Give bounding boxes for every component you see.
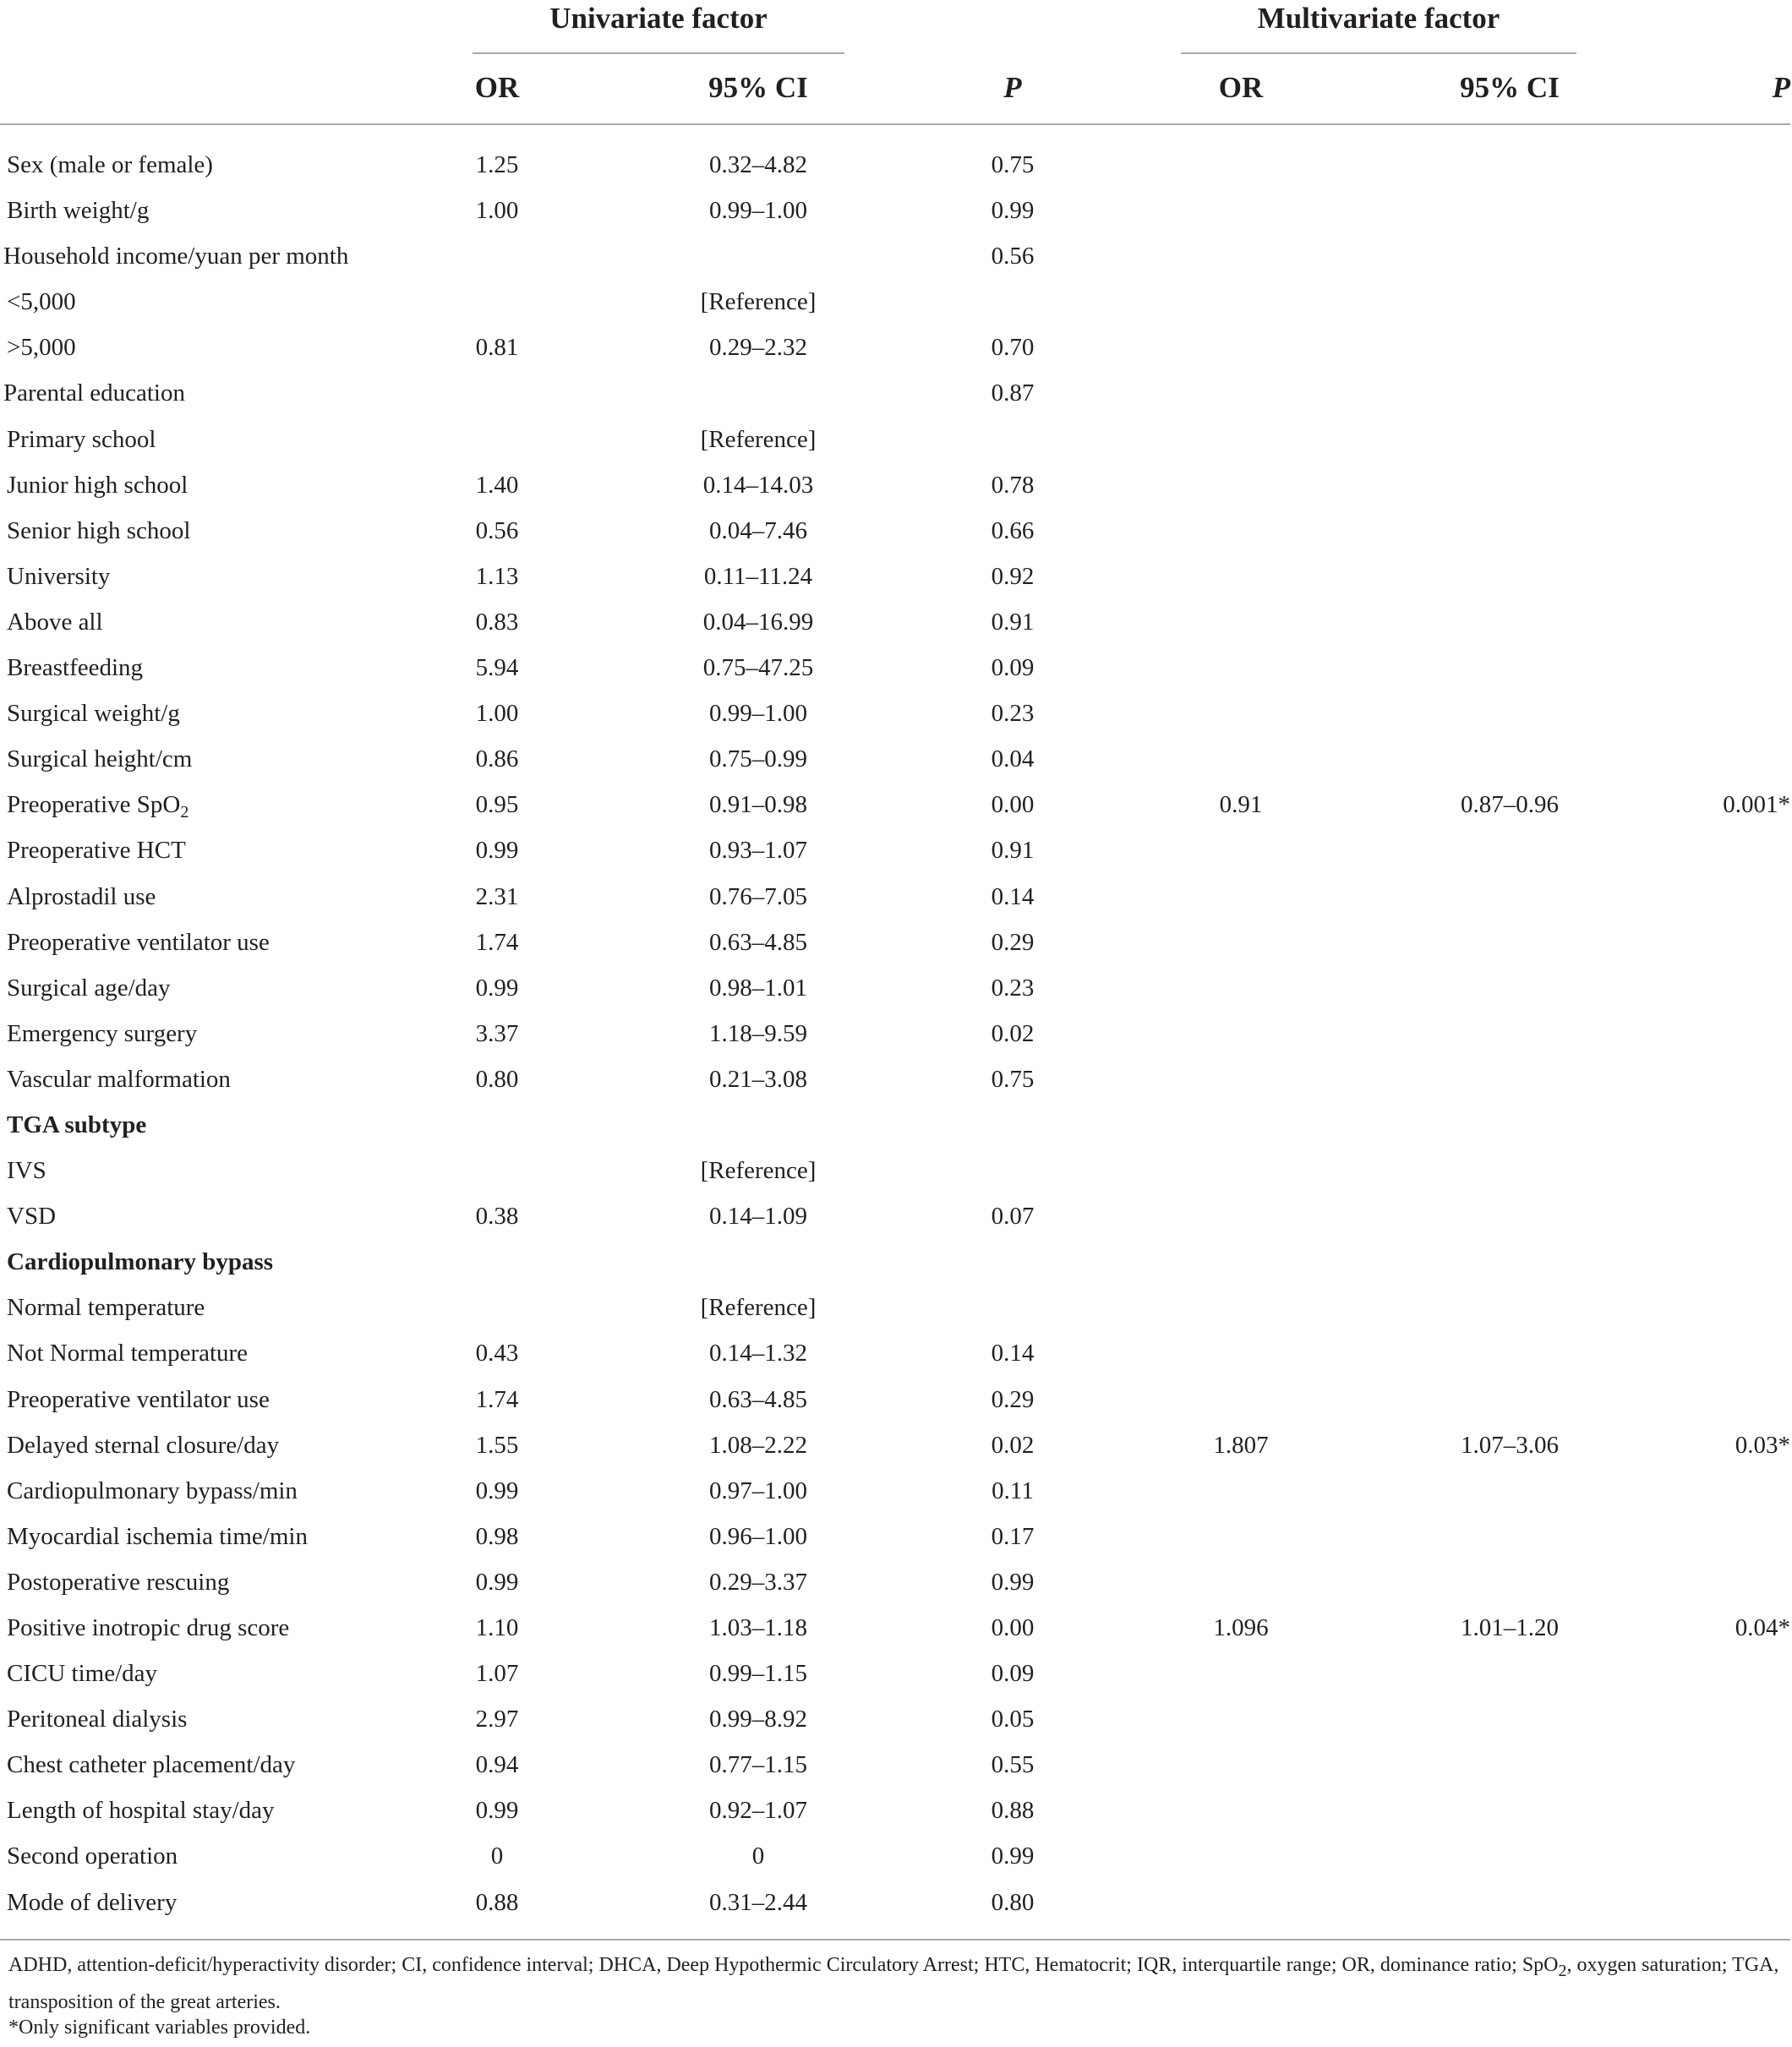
multivariate-p-value-cell: 0.04*: [1735, 1614, 1790, 1641]
variable-label: [7, 142, 213, 188]
variable-label-text: University: [7, 562, 111, 590]
p-value-cell: 0.05: [991, 1706, 1035, 1733]
column-header-or: OR: [474, 71, 520, 104]
confidence-interval-cell: 0.99–1.00: [709, 197, 807, 225]
p-value-cell: 0.75: [991, 151, 1035, 178]
variable-label-text: Primary school: [7, 425, 156, 453]
variable-label-text: Peritoneal dialysis: [7, 1706, 188, 1733]
confidence-interval-cell: 0.63–4.85: [709, 928, 807, 956]
table-row: [0, 142, 1792, 188]
table-row: [0, 874, 1792, 920]
column-header-ci: 95% CI: [708, 71, 808, 104]
variable-label-text: IVS: [7, 1157, 46, 1185]
p-value-cell: 0.56: [991, 243, 1035, 270]
p-value-cell: 0.02: [991, 1431, 1035, 1459]
odds-ratio-cell: 0.88: [475, 1888, 519, 1916]
odds-ratio-cell: 1.40: [475, 471, 519, 499]
p-value-cell: 0.80: [991, 1888, 1035, 1916]
table-row: [0, 599, 1792, 645]
p-value-cell: 0.75: [991, 1065, 1035, 1093]
table-row: [0, 370, 1792, 416]
confidence-interval-cell: 0.75–0.99: [709, 745, 807, 773]
multivariate-confidence-interval-cell: 1.01–1.20: [1461, 1614, 1559, 1641]
multivariate-odds-ratio-cell: 1.096: [1213, 1614, 1269, 1641]
confidence-interval-cell: 0: [751, 1842, 765, 1870]
confidence-interval-cell: 0.75–47.25: [702, 654, 814, 682]
variable-label-text: Normal temperature: [7, 1294, 205, 1322]
confidence-interval-cell: [Reference]: [700, 425, 817, 453]
confidence-interval-cell: 0.92–1.07: [709, 1797, 807, 1825]
table-row: [0, 1468, 1792, 1514]
p-value-cell: 0.99: [991, 197, 1035, 225]
variable-label: [7, 1605, 289, 1651]
table-row: [0, 1605, 1792, 1651]
variable-label-text: Junior high school: [7, 471, 188, 499]
confidence-interval-cell: 0.29–3.37: [709, 1568, 807, 1596]
table-row: [0, 1285, 1792, 1330]
p-value-cell: 0.55: [991, 1751, 1035, 1779]
odds-ratio-cell: 1.74: [475, 1385, 519, 1413]
table-row: [0, 691, 1792, 736]
variable-label-text: Above all: [7, 608, 103, 636]
table-row: [0, 1377, 1792, 1422]
table-row: [0, 645, 1792, 691]
variable-label: [7, 736, 192, 782]
variable-label: [7, 1330, 248, 1376]
odds-ratio-cell: 1.74: [475, 928, 519, 956]
odds-ratio-cell: 0.99: [475, 974, 519, 1002]
confidence-interval-cell: 1.03–1.18: [709, 1614, 807, 1641]
multivariate-confidence-interval-cell: 1.07–3.06: [1461, 1431, 1559, 1459]
confidence-interval-cell: 0.32–4.82: [709, 151, 807, 178]
footnote-subscript: 2: [1558, 1962, 1567, 1980]
variable-label-text: Parental education: [3, 379, 185, 407]
odds-ratio-cell: 0.56: [475, 516, 519, 544]
odds-ratio-cell: 0.99: [475, 1797, 519, 1825]
confidence-interval-cell: 0.99–8.92: [709, 1706, 807, 1733]
variable-label: [7, 1559, 229, 1605]
odds-ratio-cell: 0.38: [475, 1203, 519, 1231]
confidence-interval-cell: 0.63–4.85: [709, 1385, 807, 1413]
variable-label: [3, 370, 185, 416]
odds-ratio-cell: 0.99: [475, 1477, 519, 1504]
variable-label: [7, 1102, 146, 1148]
odds-ratio-cell: 0.98: [475, 1522, 519, 1550]
variable-label-text: Second operation: [7, 1842, 178, 1870]
column-header-p: P: [1003, 71, 1022, 104]
confidence-interval-cell: 0.29–2.32: [709, 334, 807, 362]
odds-ratio-cell: 1.55: [475, 1431, 519, 1459]
odds-ratio-cell: 0.43: [475, 1340, 519, 1367]
confidence-interval-cell: 1.18–9.59: [709, 1019, 807, 1047]
variable-label: [7, 188, 149, 233]
odds-ratio-cell: 0.95: [475, 791, 519, 819]
confidence-interval-cell: 0.04–16.99: [702, 608, 814, 636]
odds-ratio-cell: 1.00: [475, 197, 519, 225]
odds-ratio-cell: 5.94: [475, 654, 519, 682]
variable-label-text: Birth weight/g: [7, 197, 150, 225]
header-divider: [0, 123, 1790, 125]
table-row: [0, 325, 1792, 370]
p-value-cell: 0.92: [991, 562, 1035, 590]
odds-ratio-cell: 0.94: [475, 1751, 519, 1779]
confidence-interval-cell: [Reference]: [700, 1157, 817, 1185]
variable-label: [7, 920, 270, 965]
footnote-abbreviations-part1: ADHD, attention-deficit/hyperactivity disorder; CI, confidence interval; DHCA, Deep Hypothermic Circulatory Arrest; HTC, Hematocrit; IQR, interquartile range; OR, dominance ratio; SpO: [8, 1954, 1559, 1976]
p-value-cell: 0.07: [991, 1203, 1035, 1231]
column-header-multi-p: P: [1772, 71, 1790, 104]
multivariate-odds-ratio-cell: 1.807: [1213, 1431, 1269, 1459]
variable-label-text: Vascular malformation: [7, 1065, 231, 1093]
table-row: [0, 782, 1792, 827]
table-row: [0, 188, 1792, 233]
odds-ratio-cell: 0.99: [475, 1568, 519, 1596]
p-value-cell: 0.23: [991, 700, 1035, 728]
variable-label: [7, 599, 103, 645]
p-value-cell: 0.23: [991, 974, 1035, 1002]
variable-label: [7, 417, 156, 462]
confidence-interval-cell: 0.97–1.00: [709, 1477, 807, 1504]
confidence-interval-cell: 0.98–1.01: [709, 974, 807, 1002]
variable-label: [7, 1239, 273, 1285]
confidence-interval-cell: 0.99–1.00: [709, 700, 807, 728]
p-value-cell: 0.09: [991, 1660, 1035, 1688]
p-value-cell: 0.88: [991, 1797, 1035, 1825]
odds-ratio-cell: 1.13: [475, 562, 519, 590]
variable-label-text: Preoperative ventilator use: [7, 1385, 270, 1413]
footnote-abbreviations: [8, 1950, 1784, 2018]
variable-label-text: <5,000: [7, 288, 76, 316]
confidence-interval-cell: 0.93–1.07: [709, 837, 807, 865]
p-value-cell: 0.70: [991, 334, 1035, 362]
p-value-cell: 0.00: [991, 791, 1035, 819]
confidence-interval-cell: [Reference]: [700, 288, 817, 316]
odds-ratio-cell: 1.00: [475, 700, 519, 728]
variable-label: [7, 508, 191, 554]
odds-ratio-cell: 0.81: [475, 334, 519, 362]
variable-label: [7, 1880, 177, 1925]
table-row: [0, 965, 1792, 1011]
variable-label-text: Breastfeeding: [7, 654, 144, 682]
variable-label-text: Cardiopulmonary bypass/min: [7, 1477, 298, 1504]
variable-label: [7, 691, 180, 736]
p-value-cell: 0.99: [991, 1842, 1035, 1870]
column-header-multi-or: OR: [1218, 71, 1264, 104]
variable-label-text: Household income/yuan per month: [3, 243, 349, 270]
variable-label-text: Preoperative HCT: [7, 837, 186, 865]
footnote-abbreviations-part2: , oxygen saturation; TGA, transposition of the great arteries.: [8, 1954, 1779, 2013]
variable-label: [7, 1696, 187, 1742]
variable-label-text: Emergency surgery: [7, 1019, 198, 1047]
variable-label: [7, 554, 110, 599]
variable-label: [7, 1468, 298, 1514]
variable-label-text: Preoperative ventilator use: [7, 928, 270, 956]
variable-label-text: Mode of delivery: [7, 1888, 178, 1916]
variable-label: [7, 1833, 178, 1879]
variable-label: [7, 279, 76, 325]
table-row: [0, 1880, 1792, 1925]
variable-label-text: TGA subtype: [7, 1111, 147, 1138]
variable-label: [7, 1742, 295, 1788]
confidence-interval-cell: [Reference]: [700, 1294, 817, 1322]
variable-label: [7, 1377, 270, 1422]
p-value-cell: 0.14: [991, 1340, 1035, 1367]
confidence-interval-cell: 0.14–1.32: [709, 1340, 807, 1367]
table-row: [0, 1011, 1792, 1056]
variable-label-text: Cardiopulmonary bypass: [7, 1248, 274, 1276]
table-row: [0, 462, 1792, 508]
confidence-interval-cell: 0.04–7.46: [709, 516, 807, 544]
odds-ratio-cell: 0.80: [475, 1065, 519, 1093]
variable-label: [7, 827, 186, 873]
table-row: [0, 1193, 1792, 1239]
variable-label-text: Surgical weight/g: [7, 700, 180, 728]
p-value-cell: 0.29: [991, 1385, 1035, 1413]
odds-ratio-cell: 1.25: [475, 151, 519, 178]
variable-label-text: >5,000: [7, 334, 76, 362]
table-row: [0, 1056, 1792, 1102]
p-value-cell: 0.14: [991, 882, 1035, 910]
variable-label: [7, 1285, 205, 1330]
confidence-interval-cell: 1.08–2.22: [709, 1431, 807, 1459]
table-row: [0, 1514, 1792, 1559]
variable-label: [3, 233, 348, 279]
variable-label-text: Alprostadil use: [7, 882, 156, 910]
variable-label: [7, 325, 76, 370]
p-value-cell: 0.02: [991, 1019, 1035, 1047]
table-body: [0, 142, 1792, 1925]
p-value-cell: 0.91: [991, 608, 1035, 636]
variable-label-text: VSD: [7, 1203, 57, 1231]
variable-label: [7, 462, 188, 508]
variable-label: [7, 645, 143, 691]
odds-ratio-cell: 1.07: [475, 1660, 519, 1688]
multivariate-p-value-cell: 0.001*: [1723, 791, 1790, 819]
variable-label-text: Senior high school: [7, 516, 191, 544]
column-header-multi-ci: 95% CI: [1460, 71, 1560, 104]
odds-ratio-cell: 0: [490, 1842, 504, 1870]
confidence-interval-cell: 0.14–14.03: [702, 471, 814, 499]
table-row: [0, 233, 1792, 279]
p-value-cell: 0.78: [991, 471, 1035, 499]
odds-ratio-cell: 2.31: [475, 882, 519, 910]
table-row: [0, 1788, 1792, 1833]
variable-label-text: CICU time/day: [7, 1660, 158, 1688]
table-bottom-divider: [0, 1939, 1790, 1941]
variable-label: [7, 1056, 231, 1102]
p-value-cell: 0.11: [992, 1477, 1034, 1504]
p-value-cell: 0.91: [991, 837, 1035, 865]
odds-ratio-cell: 3.37: [475, 1019, 519, 1047]
confidence-interval-cell: 0.99–1.15: [709, 1660, 807, 1688]
p-value-cell: 0.87: [991, 379, 1035, 407]
variable-label-text: Not Normal temperature: [7, 1340, 249, 1367]
variable-label-text: Postoperative rescuing: [7, 1568, 230, 1596]
p-value-cell: 0.99: [991, 1568, 1035, 1596]
confidence-interval-cell: 0.77–1.15: [709, 1751, 807, 1779]
table-row: [0, 417, 1792, 462]
multivariate-odds-ratio-cell: 0.91: [1219, 791, 1263, 819]
variable-label-subscript: 2: [180, 803, 189, 822]
footnote-significance: *Only significant variables provided.: [8, 2017, 311, 2039]
table-row: [0, 1148, 1792, 1193]
odds-ratio-cell: 1.10: [475, 1614, 519, 1641]
confidence-interval-cell: 0.21–3.08: [709, 1065, 807, 1093]
table-row: [0, 1239, 1792, 1285]
p-value-cell: 0.66: [991, 516, 1035, 544]
p-value-cell: 0.00: [991, 1614, 1035, 1641]
odds-ratio-cell: 0.83: [475, 608, 519, 636]
table-row: [0, 279, 1792, 325]
table-row: [0, 736, 1792, 782]
table-row: [0, 1651, 1792, 1696]
variable-label: [7, 1651, 157, 1696]
confidence-interval-cell: 0.31–2.44: [709, 1888, 807, 1916]
table-row: [0, 508, 1792, 554]
variable-label: [7, 1514, 308, 1559]
variable-label-text: Length of hospital stay/day: [7, 1797, 275, 1825]
multivariate-group-header: Multivariate factor: [1181, 0, 1576, 54]
table-row: [0, 920, 1792, 965]
p-value-cell: 0.09: [991, 654, 1035, 682]
variable-label-text: Positive inotropic drug score: [7, 1614, 290, 1641]
table-row: [0, 1559, 1792, 1605]
table-row: [0, 827, 1792, 873]
variable-label-text: Chest catheter placement/day: [7, 1751, 296, 1779]
p-value-cell: 0.04: [991, 745, 1035, 773]
p-value-cell: 0.29: [991, 928, 1035, 956]
p-value-cell: 0.17: [991, 1522, 1035, 1550]
odds-ratio-cell: 0.86: [475, 745, 519, 773]
variable-label: [7, 1788, 275, 1833]
table-row: [0, 554, 1792, 599]
confidence-interval-cell: 0.11–11.24: [703, 562, 813, 590]
table-row: [0, 1696, 1792, 1742]
variable-label: [7, 1011, 197, 1056]
variable-label: [7, 1148, 46, 1193]
table-row: [0, 1330, 1792, 1376]
table-row: [0, 1833, 1792, 1879]
table-row: [0, 1742, 1792, 1788]
confidence-interval-cell: 0.91–0.98: [709, 791, 807, 819]
table-row: [0, 1102, 1792, 1148]
variable-label-text: Surgical age/day: [7, 974, 171, 1002]
variable-label: [7, 1193, 56, 1239]
multivariate-p-value-cell: 0.03*: [1735, 1431, 1790, 1459]
confidence-interval-cell: 0.14–1.09: [709, 1203, 807, 1231]
variable-label: [7, 1422, 279, 1468]
variable-label-text: Preoperative SpO: [7, 791, 181, 819]
table-row: [0, 1422, 1792, 1468]
confidence-interval-cell: 0.76–7.05: [709, 882, 807, 910]
variable-label: [7, 965, 171, 1011]
confidence-interval-cell: 0.96–1.00: [709, 1522, 807, 1550]
variable-label-text: Surgical height/cm: [7, 745, 193, 773]
variable-label-text: Delayed sternal closure/day: [7, 1431, 280, 1459]
multivariate-confidence-interval-cell: 0.87–0.96: [1461, 791, 1559, 819]
univariate-group-header: Univariate factor: [473, 0, 844, 54]
variable-label-text: Myocardial ischemia time/min: [7, 1522, 308, 1550]
odds-ratio-cell: 0.99: [475, 837, 519, 865]
variable-label-text: Sex (male or female): [7, 151, 213, 178]
odds-ratio-cell: 2.97: [475, 1706, 519, 1733]
variable-label: [7, 874, 156, 920]
